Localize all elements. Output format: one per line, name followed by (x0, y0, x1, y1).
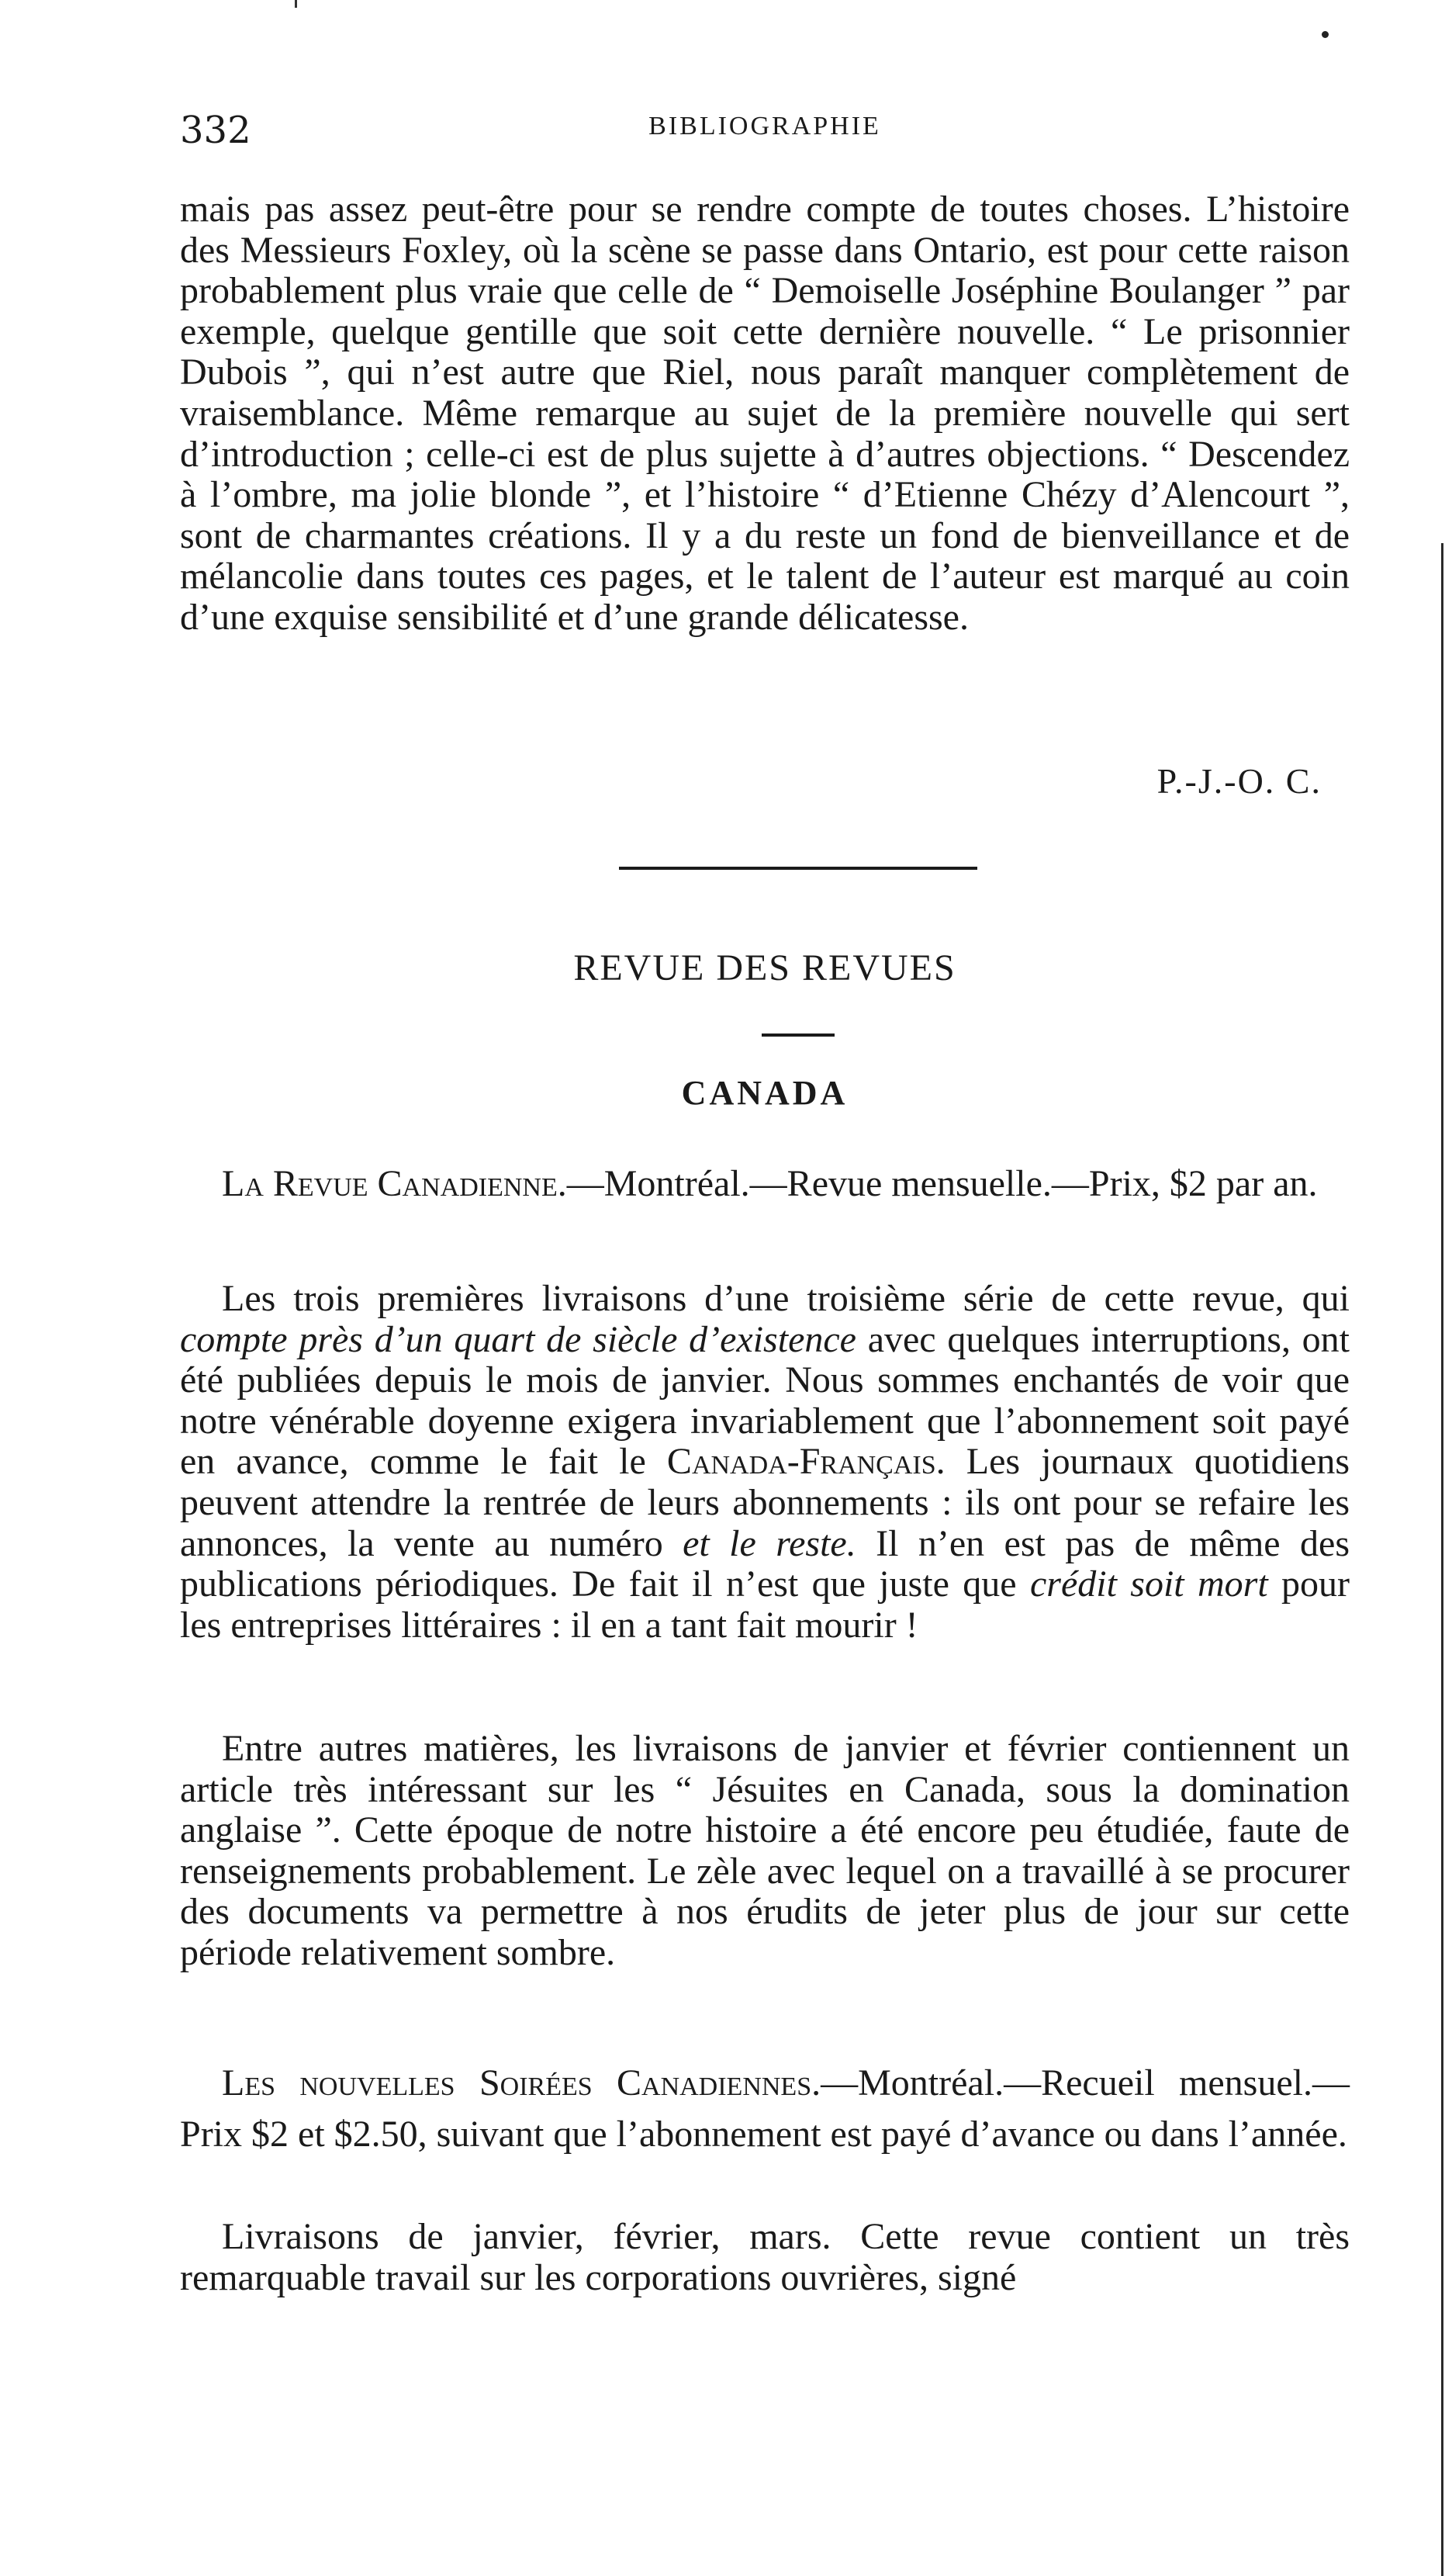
title-divider (762, 1034, 835, 1037)
review-paragraph: Livraisons de janvier, février, mars. Cette revue contient un très remarquable travail sur les corporations ouvrières, signé (180, 2216, 1350, 2298)
ink-speck (1322, 31, 1329, 38)
journal-info: —Montréal.—Revue mensuelle.—Prix, $2 par an. (566, 1163, 1318, 1204)
review-text: pour les entreprises littéraires : il en a tant fait mourir ! (180, 1563, 1350, 1646)
signature: P.-J.-O. C. (1156, 761, 1322, 801)
review-text-italic: compte près d’un quart de siècle d’existence (180, 1318, 856, 1360)
subsection-title: CANADA (681, 1074, 849, 1112)
review-heading-soirees-canadiennes (180, 2058, 1350, 2160)
running-title: BIBLIOGRAPHIE (648, 112, 881, 140)
review-text-italic: crédit soit mort (1029, 1563, 1268, 1605)
section-title: REVUE DES REVUES (573, 947, 956, 989)
intro-paragraph: mais pas assez peut-être pour se rendre compte de toutes choses. L’histoire des Messieurs Foxley, où la scène se passe dans Ontario, est pour cette raison probablement plus vraie que celle de “ Demoiselle Joséphine Boulanger ” par exemple, quelque gentille que soit cette dernière nouvelle. “ Le prisonnier Dubois ”, qui n’est autre que Riel, nous paraît manquer complètement de vraisemblance. Même remarque au sujet de la première nouvelle qui sert d’introduction ; celle-ci est de plus sujette à d’autres objections. “ Descendez à l’ombre, ma jolie blonde ”, et l’histoire “ d’Etienne Chézy d’Alencourt ”, sont de charmantes créations. Il y a du reste un fond de bienveillance et de mélancolie dans toutes ces pages, et le talent de l’auteur est marqué au coin d’une exquise sensibilité et d’une grande délicatesse. (180, 189, 1350, 638)
journal-name: La Revue Canadienne. (222, 1163, 567, 1204)
review-paragraph: Entre autres matières, les livraisons de janvier et février contiennent un article très intéressant sur les “ Jésuites en Canada, sous la domination anglaise ”. Cette époque de notre histoire a été encore peu étudiée, faute de renseignements probablement. Le zèle avec lequel on a travaillé à se procurer des documents va permettre à nos érudits de jeter plus de jour sur cette période relativement sombre. (180, 1728, 1350, 1973)
section-divider (619, 867, 977, 870)
page-header (180, 101, 1350, 155)
review-paragraph (180, 1279, 1350, 1646)
page-edge-line (1441, 543, 1443, 2576)
review-text-italic: et le reste. (683, 1522, 856, 1564)
page-number: 332 (180, 109, 251, 152)
review-text: Il n’en est pas de même des publications périodiques. De fait il n’est que juste que (180, 1522, 1350, 1605)
journal-name: Les nouvelles Soirées Canadiennes. (222, 2062, 821, 2103)
page-mark (295, 0, 297, 8)
review-text: avec quelques interruptions, ont été publiées depuis le mois de janvier. Nous sommes enchantés de voir que notre vénérable doyenne exigera invariablement que l’abonnement soit payé en avance, comme le fait le (180, 1318, 1350, 1483)
journal-name-inline: Canada-Français. (666, 1441, 946, 1483)
review-text: Les journaux quotidiens peuvent attendre la rentrée de leurs abonnements : ils ont pour se refaire les annonces, la vente au numéro (180, 1441, 1350, 1564)
review-heading-revue-canadienne (180, 1161, 1350, 1207)
review-text: Les trois premières livraisons d’une troisième série de cette revue, qui (222, 1278, 1350, 1319)
journal-info: —Montréal.—Recueil mensuel.—Prix $2 et $2.50, suivant que l’abonnement est payé d’avance ou dans l’année. (180, 2062, 1350, 2155)
